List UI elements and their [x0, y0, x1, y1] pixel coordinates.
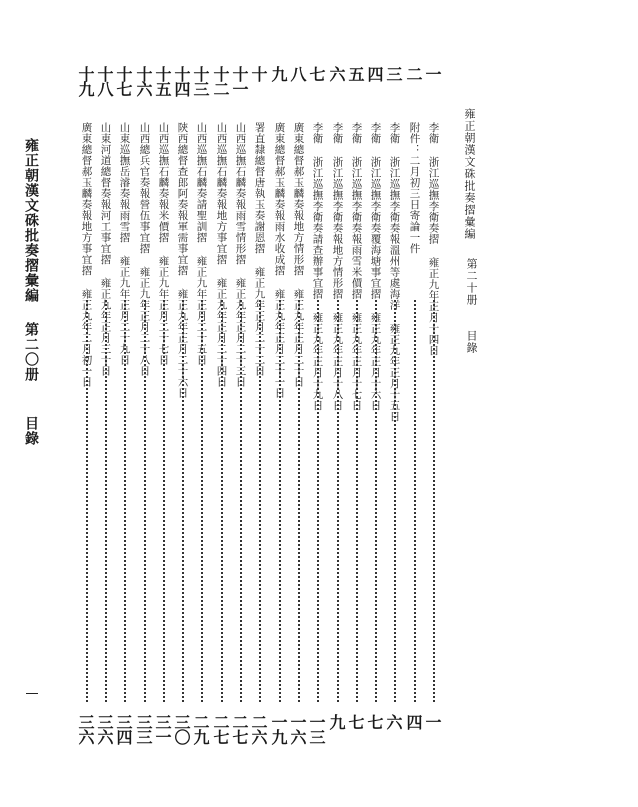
leader-dots	[105, 300, 108, 702]
entry-number: 三	[384, 66, 403, 81]
entry-number: 十七	[114, 66, 133, 96]
leader-dots	[298, 300, 301, 702]
entry-page-number: 一九	[269, 714, 288, 744]
entry-number: 十二	[211, 66, 230, 96]
entry-page-number: 一六	[288, 714, 307, 744]
entry-number: 四	[365, 66, 384, 81]
entry-number: 十五	[153, 66, 172, 96]
entry-page-number: 三一	[153, 714, 172, 744]
entry-page-number: 四	[404, 714, 423, 729]
entry-number: 十	[249, 66, 268, 81]
entry-page-number: 三三	[134, 714, 153, 744]
leader-dots	[182, 300, 185, 702]
entry-number: 六	[327, 66, 346, 81]
entry-page-number: 三〇	[172, 714, 191, 744]
running-header-section: 目錄	[465, 330, 478, 354]
entry-page-number: 三六	[76, 714, 95, 744]
entry-title[interactable]: 附件：二月初三日寄論一件	[408, 122, 421, 254]
entry-number: 十四	[172, 66, 191, 96]
entry-title[interactable]: 陝西總督查郎阿奏報軍需事宜摺 雍正九年正月二十六日	[176, 122, 189, 399]
leader-dots	[124, 300, 127, 702]
entry-number: 八	[288, 66, 307, 81]
entry-number: 十一	[230, 66, 249, 96]
entry-page-number: 二九	[191, 714, 210, 744]
leader-dots	[163, 300, 166, 702]
leader-dots	[279, 300, 282, 702]
leader-dots	[433, 300, 436, 702]
leader-dots	[356, 300, 359, 702]
entry-number: 五	[346, 66, 365, 81]
entry-title[interactable]: 山西巡撫石麟奏請聖訓摺 雍正九年正月二十五日	[195, 122, 208, 366]
entry-page-number: 六	[384, 714, 403, 729]
entry-title[interactable]: 山西總兵官奏報營伍事宜摺 雍正九年正月二十八日	[138, 122, 151, 377]
entry-page-number: 三四	[114, 714, 133, 744]
entry-title[interactable]: 山東河道總督奏報河工事宜摺 雍正九年正月三十日	[99, 122, 112, 377]
page-number-mark	[26, 693, 38, 694]
entry-page-number: 七	[365, 714, 384, 729]
entry-number: 十六	[134, 66, 153, 96]
entry-page-number: 二七	[211, 714, 230, 744]
leader-dots	[317, 300, 320, 702]
leader-dots	[221, 300, 224, 702]
leader-dots	[201, 300, 204, 702]
leader-dots	[259, 300, 262, 702]
entry-number: 七	[307, 66, 326, 81]
leader-dots	[414, 300, 417, 702]
entry-title[interactable]: 廣東總督郝玉麟奏報地方情形摺 雍正九年正月二十日	[292, 122, 305, 388]
entry-title[interactable]: 山東巡撫岳濬奏報雨雪摺 雍正九年正月二十九日	[118, 122, 131, 366]
leader-dots	[86, 300, 89, 702]
entry-title[interactable]: 李衛 浙江巡撫李衛奏報地方情形摺 雍正九年正月十八日	[331, 122, 344, 411]
page-footer-section: 目錄	[23, 416, 39, 446]
entry-number: 二	[404, 66, 423, 81]
running-header-title: 雍正朝漢文硃批奏摺彙編	[463, 108, 476, 240]
entry-page-number: 九	[327, 714, 346, 729]
entry-title[interactable]: 李衛 浙江巡撫李衛奏覆海塘事宜摺 雍正九年正月十六日	[369, 122, 382, 411]
entry-page-number: 三六	[95, 714, 114, 744]
leader-dots	[240, 300, 243, 702]
leader-dots	[375, 300, 378, 702]
entry-number: 十三	[191, 66, 210, 96]
entry-title[interactable]: 廣東總督郝玉麟奏報雨水收成摺 雍正九年正月二十一日	[273, 122, 286, 399]
page-footer-volume: 第二〇册	[23, 322, 39, 382]
leader-dots	[144, 300, 147, 702]
entry-title[interactable]: 廣東總督郝玉麟奏報地方事宜摺 雍正九年二月初一日	[80, 122, 93, 388]
entry-title[interactable]: 李衛 浙江巡撫李衛奏摺 雍正九年正月十四日	[427, 122, 440, 356]
entry-title[interactable]: 李衛 浙江巡撫李衛奏請查辦事宜摺 雍正九年正月十九日	[311, 122, 324, 411]
entry-title[interactable]: 山西巡撫石麟奏報米價摺 雍正九年正月二十七日	[157, 122, 170, 366]
entry-page-number: 七	[346, 714, 365, 729]
entry-number: 十九	[76, 66, 95, 96]
entry-number: 九	[269, 66, 288, 81]
leader-dots	[394, 300, 397, 702]
entry-title[interactable]: 山西巡撫石麟奏報地方事宜摺 雍正九年正月二十四日	[215, 122, 228, 388]
page-footer-title: 雍正朝漢文硃批奏摺彙編	[23, 138, 39, 303]
leader-dots	[337, 300, 340, 702]
entry-page-number: 一三	[307, 714, 326, 744]
entry-title[interactable]: 署直隸總督唐執玉奏謝恩摺 雍正九年正月二十二日	[253, 122, 266, 377]
entry-page-number: 一	[423, 714, 442, 729]
entry-page-number: 二七	[230, 714, 249, 744]
entry-title[interactable]: 李衛 浙江巡撫李衛奏報雨雪米價摺 雍正九年正月十七日	[350, 122, 363, 411]
running-header-volume: 第二十册	[465, 258, 478, 306]
entry-page-number: 二六	[249, 714, 268, 744]
entry-title[interactable]: 山西巡撫石麟奏報雨雪情形摺 雍正九年正月二十三日	[234, 122, 247, 388]
entry-title[interactable]: 李衛 浙江巡撫李衛奏報溫州等處海洋 雍正九年正月十五日	[388, 122, 401, 422]
entry-number: 十八	[95, 66, 114, 96]
entry-number: 一	[423, 66, 442, 81]
